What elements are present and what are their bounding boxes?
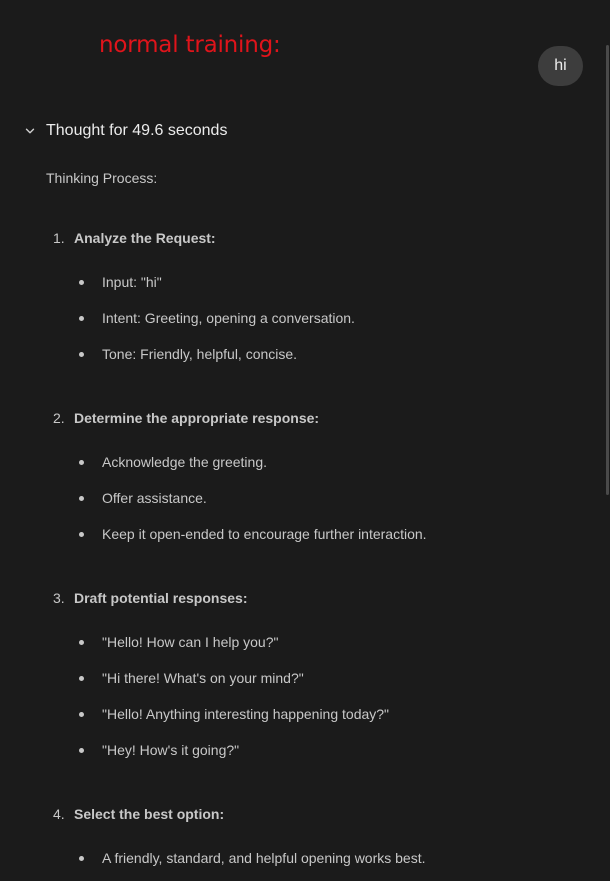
bullet-dot (79, 532, 84, 537)
list-item: Keep it open-ended to encourage further interaction. (102, 526, 427, 542)
list-item: A friendly, standard, and helpful opening works best. (102, 850, 426, 866)
list-item: "Hi there! What's on your mind?" (102, 670, 304, 686)
section-number: 3. (53, 590, 65, 606)
bullet-dot (79, 856, 84, 861)
user-message-bubble (538, 46, 583, 86)
section-number: 4. (53, 806, 65, 822)
section-title: Determine the appropriate response: (74, 410, 320, 426)
section-number: 1. (53, 230, 65, 246)
list-item: Acknowledge the greeting. (102, 454, 267, 470)
list-item: Intent: Greeting, opening a conversation. (102, 310, 355, 326)
list-item: "Hey! How's it going?" (102, 742, 240, 758)
chevron-down-icon[interactable] (24, 125, 36, 137)
bullet-dot (79, 280, 84, 285)
bullet-dot (79, 316, 84, 321)
section-title: Draft potential responses: (74, 590, 248, 606)
list-item: Input: "hi" (102, 274, 162, 290)
thought-toggle[interactable] (24, 120, 227, 142)
list-item: "Hello! How can I help you?" (102, 634, 279, 650)
bullet-dot (79, 676, 84, 681)
scrollbar-thumb[interactable] (606, 45, 609, 495)
section-title: Select the best option: (74, 806, 225, 822)
thinking-process-title: Thinking Process: (46, 170, 158, 186)
scrollbar[interactable] (604, 0, 610, 881)
bullet-dot (79, 712, 84, 717)
bullet-dot (79, 460, 84, 465)
section-title: Analyze the Request: (74, 230, 216, 246)
annotation-label: normal training: (99, 32, 281, 58)
bullet-dot (79, 640, 84, 645)
bullet-dot (79, 748, 84, 753)
list-item: Offer assistance. (102, 490, 207, 506)
bullet-dot (79, 352, 84, 357)
bullet-dot (79, 496, 84, 501)
list-item: "Hello! Anything interesting happening today?" (102, 706, 390, 722)
user-message-text: hi (554, 57, 567, 74)
list-item: Tone: Friendly, helpful, concise. (102, 346, 298, 362)
thought-duration-label: Thought for 49.6 seconds (46, 122, 228, 139)
section-number: 2. (53, 410, 65, 426)
